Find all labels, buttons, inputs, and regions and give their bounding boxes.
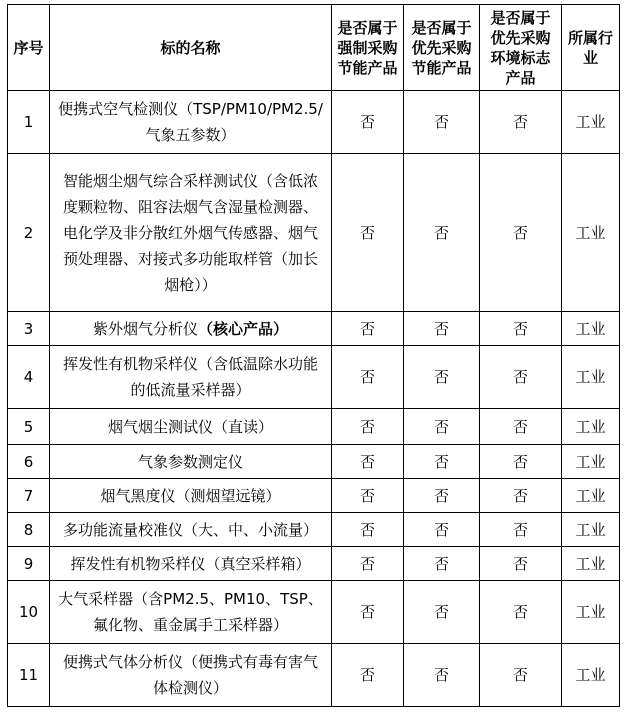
- table-row: [8, 581, 620, 644]
- cell-energy-mandatory: 否: [332, 346, 404, 409]
- cell-seq: 4: [8, 346, 50, 409]
- cell-energy-priority: 否: [404, 409, 480, 445]
- cell-energy-priority: 否: [404, 644, 480, 707]
- table-row: [8, 644, 620, 707]
- table-row: [8, 513, 620, 547]
- cell-industry: 工业: [562, 91, 620, 154]
- header-seq: 序号: [8, 5, 50, 91]
- name-text: 紫外烟气分析仪: [92, 319, 198, 338]
- name-text: 烟气黑度仪（测烟望远镜）: [100, 486, 281, 505]
- cell-env-priority: 否: [480, 581, 562, 644]
- cell-energy-mandatory: 否: [332, 479, 404, 513]
- cell-name: [50, 346, 332, 409]
- table-row: [8, 409, 620, 445]
- table-row: [8, 479, 620, 513]
- cell-energy-mandatory: 否: [332, 445, 404, 479]
- cell-energy-mandatory: 否: [332, 644, 404, 707]
- header-energy-priority: 是否属于优先采购节能产品: [404, 5, 480, 91]
- cell-name: [50, 409, 332, 445]
- table-row: [8, 547, 620, 581]
- cell-name: [50, 644, 332, 707]
- cell-name: [50, 154, 332, 312]
- cell-seq: 9: [8, 547, 50, 581]
- cell-industry: 工业: [562, 547, 620, 581]
- cell-industry: 工业: [562, 312, 620, 346]
- cell-env-priority: 否: [480, 312, 562, 346]
- cell-name: [50, 445, 332, 479]
- cell-seq: 11: [8, 644, 50, 707]
- cell-env-priority: 否: [480, 346, 562, 409]
- cell-seq: 1: [8, 91, 50, 154]
- cell-energy-mandatory: 否: [332, 513, 404, 547]
- table-row: [8, 346, 620, 409]
- cell-energy-mandatory: 否: [332, 312, 404, 346]
- cell-industry: 工业: [562, 445, 620, 479]
- product-table: [7, 4, 620, 707]
- name-text: 便携式空气检测仪（TSP/PM10/PM2.5/气象五参数）: [58, 100, 323, 144]
- cell-energy-mandatory: 否: [332, 547, 404, 581]
- cell-name: [50, 479, 332, 513]
- cell-env-priority: 否: [480, 91, 562, 154]
- cell-name: [50, 513, 332, 547]
- table-row: [8, 445, 620, 479]
- name-text: 挥发性有机物采样仪（真空采样箱）: [70, 554, 311, 573]
- name-text: 挥发性有机物采样仪（含低温除水功能的低流量采样器）: [62, 355, 318, 399]
- cell-name: [50, 91, 332, 154]
- name-text: 智能烟尘烟气综合采样测试仪（含低浓度颗粒物、阻容法烟气含湿量检测器、电化学及非分散红外烟气传感器、烟气预处理器、对接式多功能取样管（加长烟枪））: [62, 171, 318, 294]
- cell-energy-priority: 否: [404, 91, 480, 154]
- cell-industry: 工业: [562, 346, 620, 409]
- cell-energy-priority: 否: [404, 479, 480, 513]
- header-energy-mandatory: 是否属于强制采购节能产品: [332, 5, 404, 91]
- cell-energy-mandatory: 否: [332, 91, 404, 154]
- header-name: 标的名称: [50, 5, 332, 91]
- cell-industry: 工业: [562, 513, 620, 547]
- cell-env-priority: 否: [480, 445, 562, 479]
- cell-env-priority: 否: [480, 547, 562, 581]
- cell-industry: 工业: [562, 409, 620, 445]
- name-bold: （核心产品）: [198, 319, 289, 338]
- cell-industry: 工业: [562, 581, 620, 644]
- cell-env-priority: 否: [480, 479, 562, 513]
- name-text: 大气采样器（含PM2.5、PM10、TSP、氟化物、重金属手工采样器）: [58, 590, 323, 634]
- cell-energy-mandatory: 否: [332, 154, 404, 312]
- cell-seq: 6: [8, 445, 50, 479]
- cell-seq: 8: [8, 513, 50, 547]
- name-text: 多功能流量校准仪（大、中、小流量）: [62, 520, 318, 539]
- table-row: [8, 312, 620, 346]
- name-text: 烟气烟尘测试仪（直读）: [107, 417, 273, 436]
- cell-seq: 10: [8, 581, 50, 644]
- cell-env-priority: 否: [480, 409, 562, 445]
- cell-energy-mandatory: 否: [332, 409, 404, 445]
- cell-industry: 工业: [562, 644, 620, 707]
- cell-energy-priority: 否: [404, 513, 480, 547]
- cell-name: [50, 312, 332, 346]
- name-text: 气象参数测定仪: [137, 452, 243, 471]
- cell-energy-priority: 否: [404, 154, 480, 312]
- table-row: [8, 91, 620, 154]
- cell-industry: 工业: [562, 479, 620, 513]
- header-row: [8, 5, 620, 91]
- cell-energy-priority: 否: [404, 547, 480, 581]
- cell-env-priority: 否: [480, 644, 562, 707]
- cell-env-priority: 否: [480, 154, 562, 312]
- cell-energy-priority: 否: [404, 346, 480, 409]
- cell-seq: 7: [8, 479, 50, 513]
- header-industry: 所属行业: [562, 5, 620, 91]
- cell-energy-priority: 否: [404, 581, 480, 644]
- cell-seq: 2: [8, 154, 50, 312]
- cell-seq: 5: [8, 409, 50, 445]
- name-text: 便携式气体分析仪（便携式有毒有害气体检测仪）: [62, 653, 318, 697]
- cell-seq: 3: [8, 312, 50, 346]
- header-env-priority: 是否属于优先采购环境标志产品: [480, 5, 562, 91]
- cell-name: [50, 547, 332, 581]
- cell-energy-mandatory: 否: [332, 581, 404, 644]
- cell-industry: 工业: [562, 154, 620, 312]
- cell-name: [50, 581, 332, 644]
- cell-env-priority: 否: [480, 513, 562, 547]
- table-row: [8, 154, 620, 312]
- cell-energy-priority: 否: [404, 312, 480, 346]
- cell-energy-priority: 否: [404, 445, 480, 479]
